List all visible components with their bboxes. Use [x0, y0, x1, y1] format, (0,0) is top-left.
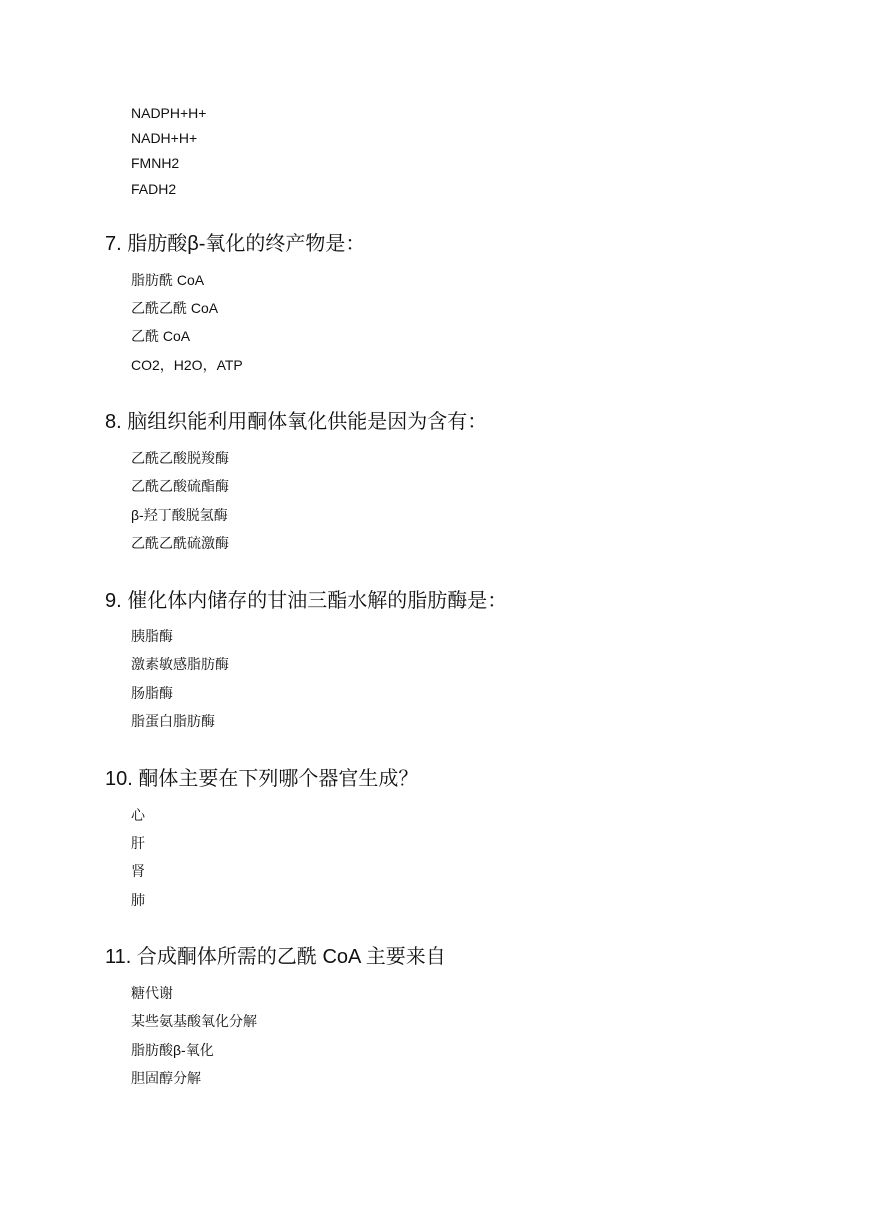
option-prev-b: NADH+H+	[131, 130, 198, 146]
option-prev-c: FMNH2	[131, 155, 180, 171]
question-7-option-b: 乙酰乙酰 CoA	[131, 300, 219, 316]
question-11-title	[105, 944, 446, 970]
question-9-option-b: 激素敏感脂肪酶	[131, 656, 229, 672]
question-10-title	[105, 766, 418, 792]
question-11-option-b: 某些氨基酸氧化分解	[131, 1013, 257, 1029]
question-9-option-a: 胰脂酶	[131, 628, 173, 644]
question-7-option-a: 脂肪酰 CoA	[131, 272, 205, 288]
question-10-option-c: 肾	[131, 863, 145, 879]
question-10-option-b: 肝	[131, 835, 145, 851]
question-9-title	[105, 588, 507, 614]
question-8-option-c: β-羟丁酸脱氢酶	[131, 507, 228, 523]
question-7-text: 脂肪酸β-氧化的终产物是：	[127, 233, 366, 255]
question-8-title	[105, 409, 487, 435]
option-prev-a: NADPH+H+	[131, 105, 207, 121]
question-9-text: 催化体内储存的甘油三酯水解的脂肪酶是：	[127, 590, 508, 612]
question-8-text: 脑组织能利用酮体氧化供能是因为含有：	[127, 411, 488, 433]
question-11-option-c: 脂肪酸β-氧化	[131, 1042, 214, 1058]
question-10-number: 10.	[105, 768, 133, 790]
question-9-number: 9.	[105, 590, 122, 612]
question-11-text: 合成酮体所需的乙酰 CoA 主要来自	[136, 946, 446, 968]
option-prev-d: FADH2	[131, 181, 177, 197]
question-9-option-d: 脂蛋白脂肪酶	[131, 713, 215, 729]
question-8-option-d: 乙酰乙酰硫激酶	[131, 535, 229, 551]
question-8-number: 8.	[105, 411, 122, 433]
question-9-option-c: 肠脂酶	[131, 685, 173, 701]
question-10-option-d: 肺	[131, 892, 145, 908]
question-11-option-a: 糖代谢	[131, 985, 173, 1001]
question-8-option-a: 乙酰乙酸脱羧酶	[131, 450, 229, 466]
question-10-text: 酮体主要在下列哪个器官生成？	[138, 768, 419, 790]
question-7-title	[105, 231, 365, 257]
question-7-option-c: 乙酰 CoA	[131, 328, 191, 344]
question-10-option-a: 心	[131, 807, 145, 823]
question-11-option-d: 胆固醇分解	[131, 1070, 201, 1086]
question-7-option-d: CO2，H2O，ATP	[131, 357, 243, 373]
question-7-number: 7.	[105, 233, 122, 255]
question-8-option-b: 乙酰乙酸硫酯酶	[131, 478, 229, 494]
question-11-number: 11.	[105, 946, 132, 968]
